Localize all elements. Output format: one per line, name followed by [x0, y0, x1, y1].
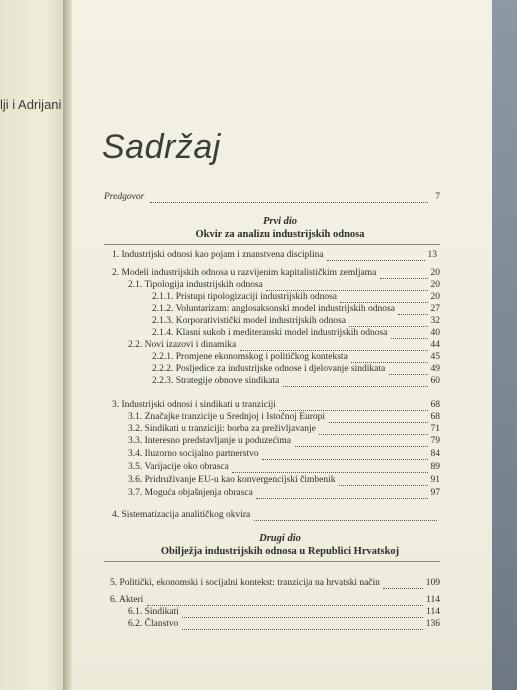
- toc-entry-page: 109: [425, 578, 440, 588]
- toc-entry-label: 2.1.3. Korporativistički model industrijskih odnosa: [152, 316, 346, 326]
- toc-entry-page: 32: [430, 316, 440, 326]
- toc-entry-label: 5. Politički, ekonomski i socijalni kontekst: tranzicija na hrvatski način: [110, 578, 380, 588]
- toc-entry-label: 1. Industrijski odnosi kao pojam i znanstvena disciplina: [112, 250, 324, 260]
- toc-entry: [152, 376, 440, 390]
- part-2-title: Obilježja industrijskih odnosa u Republici Hrvatskoj: [160, 546, 400, 557]
- toc-entry: [128, 462, 440, 476]
- toc-entry-page: 68: [430, 400, 440, 410]
- left-page-text: lji i Adrijani: [0, 97, 62, 112]
- toc-leader-dots: [266, 289, 428, 291]
- toc-leader-dots: [389, 373, 428, 375]
- toc-leader-dots: [295, 445, 428, 447]
- toc-entry-page: 97: [430, 488, 440, 498]
- toc-entry-label: 6. Akteri: [110, 595, 144, 605]
- toc-entry-page: 40: [430, 328, 440, 338]
- toc-entry: [128, 619, 440, 633]
- part-2-rule: [104, 561, 440, 562]
- toc-entry: [112, 250, 437, 264]
- toc-leader-dots: [254, 519, 437, 521]
- toc-entry-page: 114: [426, 595, 440, 605]
- toc-entry-page: 114: [426, 607, 440, 617]
- part-1-rule: [104, 244, 440, 245]
- background-surface: [492, 0, 517, 690]
- toc-entry-label: 2.1.2. Voluntarizam: anglosaksonski model industrijskih odnosa: [152, 304, 395, 314]
- toc-entry-label: 2.1.4. Klasni sukob i mediteranski model industrijskih odnosa: [152, 328, 388, 338]
- toc-entry-label: 3.4. Iluzorno socijalno partnerstvo: [128, 449, 259, 459]
- left-page: [0, 0, 65, 690]
- toc-leader-dots: [339, 484, 428, 486]
- toc-entry: [128, 449, 440, 463]
- toc-entry-label: 2.2.3. Strategije obnove sindikata: [152, 376, 280, 386]
- toc-leader-dots: [391, 337, 428, 339]
- toc-leader-dots: [319, 433, 428, 435]
- toc-entry-label: Predgovor: [104, 192, 145, 202]
- toc-entry-page: 91: [430, 475, 440, 485]
- toc-entry-page: 89: [430, 462, 440, 472]
- toc-entry-page: 44: [430, 340, 440, 350]
- toc-entry-page: 49: [430, 364, 440, 374]
- toc-entry-label: 2.2.2. Posljedice za industrijske odnose i djelovanje sindikata: [152, 364, 386, 374]
- toc-leader-dots: [147, 604, 423, 606]
- toc-entry-label: 2.2.1. Promjene ekonomskog i političkog konteksta: [152, 352, 348, 362]
- toc-entry-label: 6.1. Sindikati: [128, 607, 179, 617]
- toc-leader-dots: [327, 259, 425, 261]
- toc-leader-dots: [349, 325, 428, 327]
- toc-entry-page: 68: [430, 412, 440, 422]
- toc-leader-dots: [398, 313, 428, 315]
- toc-entry-label: 6.2. Članstvo: [128, 619, 179, 629]
- toc-leader-dots: [232, 471, 428, 473]
- toc-entry-page: 20: [430, 268, 440, 278]
- toc-leader-dots: [351, 361, 428, 363]
- toc-entry-page: 84: [430, 449, 440, 459]
- toc-entry-label: 3.5. Varijacije oko obrasca: [128, 462, 229, 472]
- toc-leader-dots: [182, 628, 423, 630]
- toc-entry-label: 3.6. Pridruživanje EU-u kao konvergencijski čimbenik: [128, 475, 336, 485]
- toc-entry: [112, 510, 440, 524]
- toc-entry-page: 79: [430, 436, 440, 446]
- toc-entry-label: 3. Industrijski odnosi i sindikati u tranziciji: [112, 400, 276, 410]
- toc-entry-page: 20: [430, 292, 440, 302]
- toc-entry-page: 71: [430, 424, 440, 434]
- toc-entry-preface: [104, 192, 440, 206]
- toc-entry-label: 2.1.1. Pristupi tipologizaciji industrijskih odnosa: [152, 292, 337, 302]
- toc-leader-dots: [283, 385, 428, 387]
- toc-entry-page: 7: [435, 192, 440, 202]
- toc-leader-dots: [380, 277, 428, 279]
- toc-entry-page: 20: [430, 280, 440, 290]
- toc-entry: [128, 475, 440, 489]
- toc-entry-label: 2. Modeli industrijskih odnosa u razvijenim kapitalističkim zemljama: [112, 268, 377, 278]
- toc-entry-page: 27: [430, 304, 440, 314]
- toc-leader-dots: [150, 201, 428, 203]
- toc-leader-dots: [262, 458, 428, 460]
- toc-entry-page: 60: [430, 376, 440, 386]
- toc-leader-dots: [256, 497, 428, 499]
- toc-leader-dots: [340, 301, 428, 303]
- toc-entry: [128, 488, 440, 502]
- toc-leader-dots: [240, 349, 428, 351]
- toc-leader-dots: [383, 587, 423, 589]
- toc-entry-label: 2.1. Tipologija industrijskih odnosa: [128, 280, 263, 290]
- toc-entry-label: 3.7. Moguća objašnjenja obrasca: [128, 488, 253, 498]
- toc-entry-label: 3.1. Značajke tranzicije u Srednjoj i Istočnoj Europi: [128, 412, 326, 422]
- part-2-label: Drugi dio: [259, 533, 301, 544]
- toc-entry-page: 136: [425, 619, 440, 629]
- toc-leader-dots: [329, 421, 428, 423]
- toc-leader-dots: [279, 409, 428, 411]
- toc-entry: [110, 578, 440, 592]
- toc-entry-label: 3.2. Sindikati u tranziciji: borba za preživljavanje: [128, 424, 316, 434]
- toc-entry-page: 13: [427, 250, 437, 260]
- toc-entry-label: 4. Sistematizacija analitičkog okvira: [112, 510, 251, 520]
- part-1-label: Prvi dio: [262, 216, 298, 227]
- toc-entry-label: 2.2. Novi izazovi i dinamika: [128, 340, 237, 350]
- toc-entry-page: 45: [430, 352, 440, 362]
- part-1-title: Okvir za analizu industrijskih odnosa: [195, 229, 365, 240]
- toc-leader-dots: [182, 616, 423, 618]
- toc-entry-label: 3.3. Interesno predstavljanje u poduzećima: [128, 436, 292, 446]
- toc-entry: [128, 436, 440, 450]
- page-title: Sadržaj: [102, 128, 221, 166]
